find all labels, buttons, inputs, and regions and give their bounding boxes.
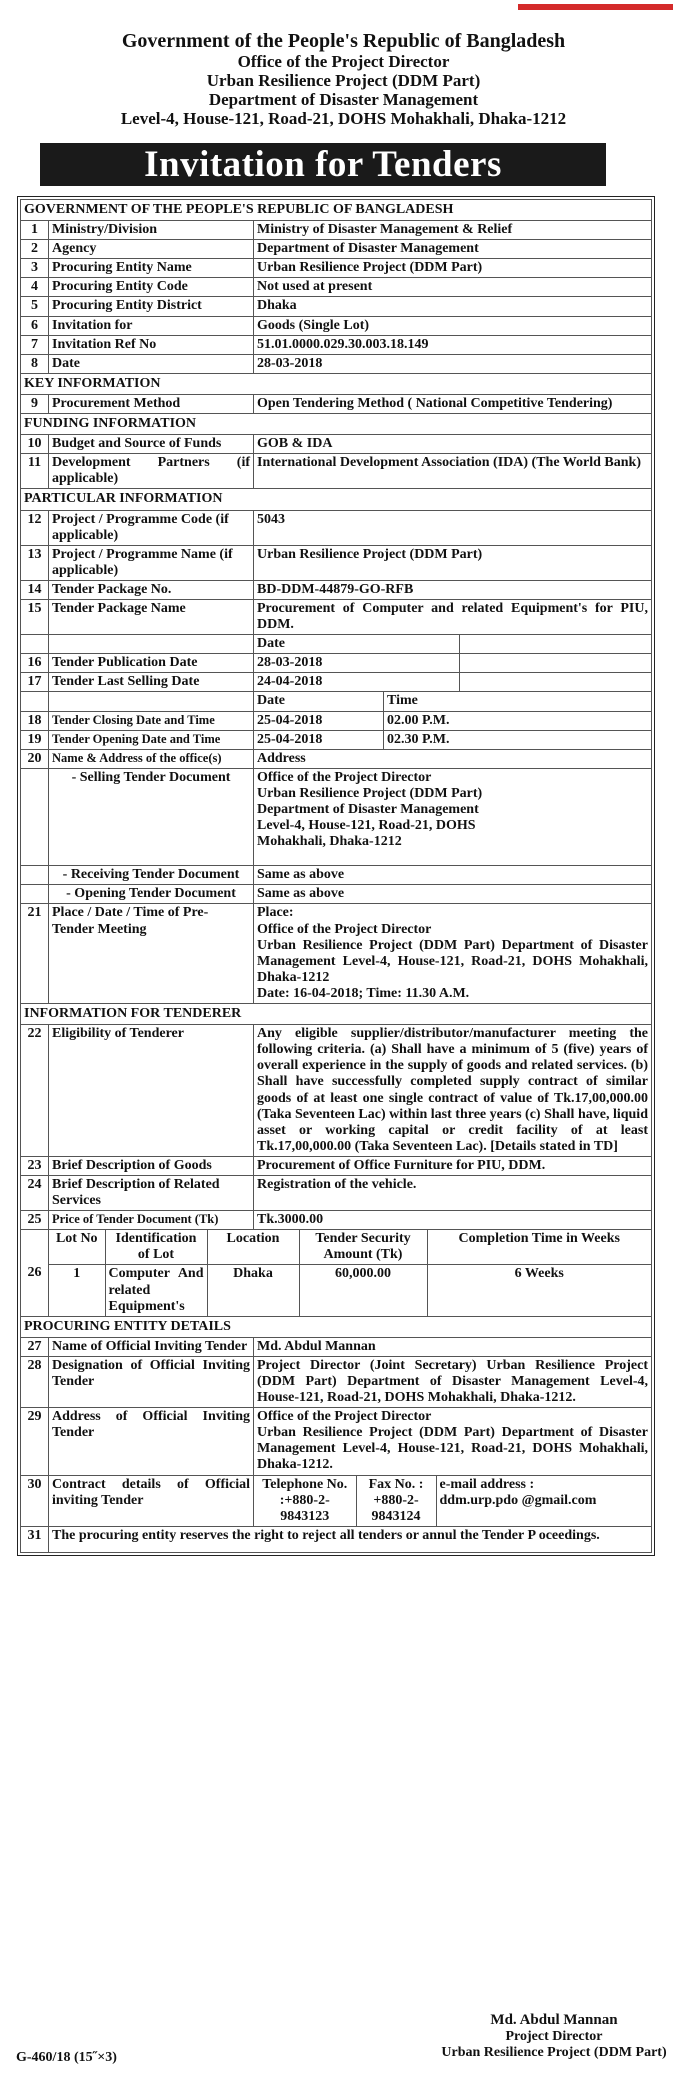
row-26: 26 Lot No Identification of Lot Location Tender Security Amount (Tk) Completion Time in Weeks 1 Computer And related Equipment's Dhaka 60,000.00 6 Weeks: [21, 1230, 652, 1316]
signatory-name: Md. Abdul Mannan: [490, 2012, 618, 2028]
header-line-2: Office of the Project Director: [237, 52, 450, 72]
row-6: 6 Invitation for Goods (Single Lot): [21, 316, 652, 335]
row-3: 3 Procuring Entity Name Urban Resilience Project (DDM Part): [21, 259, 652, 278]
lot-row: 1 Computer And related Equipment's Dhaka 60,000.00 6 Weeks: [49, 1265, 651, 1316]
row-29: 29 Address of Official Inviting Tender Office of the Project Director Urban Resilience Project (DDM Part) Department of Disaster Management Level-4, House-121, Road-21, DOHS Mohakhali, Dhaka-1212.: [21, 1408, 652, 1475]
row-8: 8 Date 28-03-2018: [21, 354, 652, 373]
header-line-4: Department of Disaster Management: [208, 90, 479, 110]
email-address: ddm.urp.pdo @gmail.com: [439, 1492, 597, 1508]
row-10: 10 Budget and Source of Funds GOB & IDA: [21, 435, 652, 454]
row-22: 22 Eligibility of Tenderer Any eligible supplier/distributor/manufacturer meeting the following criteria. (a) Shall have a minimum of 5 (five) years of overall experience in the supply of goods and related services. (b) Shall have successfully completed supply contract of similar goods of at least one single contract of value of Tk.17,00,000.00 (Taka Seventeen Lac) within last three years (c) Shall have, liquid asset or working capital or credit facility of at least Tk.17,00,000.00 (Taka Seventeen Lac). [Details stated in TD]: [21, 1025, 652, 1157]
row-14: 14 Tender Package No. BD-DDM-44879-GO-RFB: [21, 580, 652, 599]
section-particular: PARTICULAR INFORMATION: [21, 489, 652, 510]
row-19: 19 Tender Opening Date and Time 25-04-2018 02.30 P.M.: [21, 730, 652, 749]
row-2: 2 Agency Department of Disaster Management: [21, 240, 652, 259]
lot-header-row: Lot No Identification of Lot Location Tender Security Amount (Tk) Completion Time in Weeks: [49, 1230, 651, 1265]
header-line-1: Government of the People's Republic of Bangladesh: [121, 30, 566, 52]
row-20-opening: - Opening Tender Document Same as above: [21, 885, 652, 904]
row-27: 27 Name of Official Inviting Tender Md. Abdul Mannan: [21, 1337, 652, 1356]
tender-table: [20, 199, 652, 1553]
tender-table-frame: [17, 196, 655, 1556]
contact-table: Telephone No. :+880-2-9843123 Fax No. : +880-2-9843124 e-mail address : ddm.urp.pdo @gmail.com: [254, 1476, 651, 1526]
row-31: 31 The procuring entity reserves the right to reject all tenders or annul the Tender P oceedings.: [21, 1526, 652, 1552]
row-20-receiving: - Receiving Tender Document Same as above: [21, 866, 652, 885]
row-28: 28 Designation of Official Inviting Tender Project Director (Joint Secretary) Urban Resilience Project (DDM Part) Department of Disaster Management Level-4, House-121, Road-21, DOHS Mohakhali, Dhaka-1212.: [21, 1356, 652, 1407]
row-25: 25 Price of Tender Document (Tk) Tk.3000.00: [21, 1211, 652, 1230]
section-tenderer: INFORMATION FOR TENDERER: [21, 1004, 652, 1025]
lot-table: [49, 1230, 651, 1315]
row-12: 12 Project / Programme Code (if applicable) 5043: [21, 510, 652, 545]
row-20-selling: - Selling Tender Document Office of the Project Director Urban Resilience Project (DDM Part) Department of Disaster Management Level-4, House-121, Road-21, DOHS Mohakhali, Dhaka-1212: [21, 768, 652, 865]
row-7: 7 Invitation Ref No 51.01.0000.029.30.003.18.149: [21, 335, 652, 354]
row-23: 23 Brief Description of Goods Procurement of Office Furniture for PIU, DDM.: [21, 1156, 652, 1175]
signatory-org: Urban Resilience Project (DDM Part): [441, 2045, 667, 2061]
row-11: 11 Development Partners (if applicable) International Development Association (IDA) (The World Bank): [21, 454, 652, 489]
title-banner: Invitation for Tenders: [40, 143, 606, 186]
row-5: 5 Procuring Entity District Dhaka: [21, 297, 652, 316]
row-13: 13 Project / Programme Name (if applicable) Urban Resilience Project (DDM Part): [21, 545, 652, 580]
header-line-5: Level-4, House-121, Road-21, DOHS Mohakhali, Dhaka-1212: [120, 109, 567, 129]
signature-block: [439, 2012, 669, 2061]
row-18: 18 Tender Closing Date and Time 25-04-2018 02.00 P.M.: [21, 711, 652, 730]
row-30: 30 Contract details of Official inviting Tender Telephone No. :+880-2-9843123 Fax No. : +880-2-9843124 e-mail address : ddm.urp.pdo @gmail.com: [21, 1475, 652, 1526]
date-time-header-row: Date Time: [21, 692, 652, 711]
row-17: 17 Tender Last Selling Date 24-04-2018: [21, 673, 652, 692]
signatory-title: Project Director: [505, 2029, 603, 2045]
row-24: 24 Brief Description of Related Services Registration of the vehicle.: [21, 1175, 652, 1210]
top-accent-bar: [518, 4, 673, 10]
section-key: KEY INFORMATION: [21, 373, 652, 394]
section-funding: FUNDING INFORMATION: [21, 414, 652, 435]
row-20: 20 Name & Address of the office(s) Address: [21, 749, 652, 768]
row-21: 21 Place / Date / Time of Pre-Tender Meeting Place: Office of the Project Director Urban Resilience Project (DDM Part) Department of Disaster Management Level-4, House-121, Road-21, DOHS Mohakhali, Dhaka-1212 Date: 16-04-2018; Time: 11.30 A.M.: [21, 904, 652, 1004]
row-4: 4 Procuring Entity Code Not used at present: [21, 278, 652, 297]
advert-code: G-460/18 (15˝×3): [16, 2050, 117, 2065]
section-procuring: PROCURING ENTITY DETAILS: [21, 1316, 652, 1337]
row-9: 9 Procurement Method Open Tendering Method ( National Competitive Tendering): [21, 394, 652, 413]
row-15: 15 Tender Package Name Procurement of Computer and related Equipment's for PIU, DDM.: [21, 599, 652, 634]
date-header-row-1: Date: [21, 635, 652, 654]
row-1: 1 Ministry/Division Ministry of Disaster Management & Relief: [21, 221, 652, 240]
header-line-3: Urban Resilience Project (DDM Part): [206, 71, 481, 91]
section-gov: GOVERNMENT OF THE PEOPLE'S REPUBLIC OF BANGLADESH: [21, 200, 652, 221]
row-16: 16 Tender Publication Date 28-03-2018: [21, 654, 652, 673]
notice-header: [0, 30, 687, 129]
